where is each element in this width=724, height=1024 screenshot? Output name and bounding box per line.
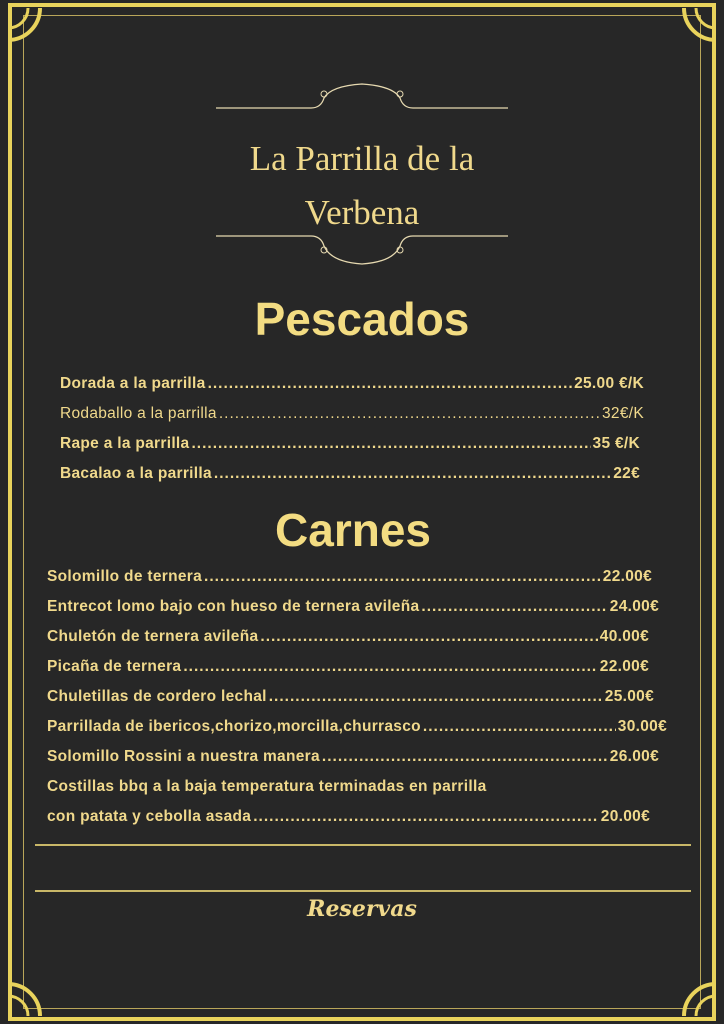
corner-ornament-icon: [664, 0, 724, 60]
dot-leader: [423, 718, 616, 736]
dot-leader: [219, 405, 600, 423]
item-price: 26.00€: [609, 748, 659, 765]
item-price: 32€/K: [601, 405, 644, 422]
dot-leader: [260, 628, 597, 646]
menu-item: [60, 375, 644, 405]
dot-leader: [191, 435, 590, 453]
title-line-1: La Parrilla de la: [249, 139, 475, 178]
corner-ornament-icon: [0, 964, 60, 1024]
item-name: Chuletón de ternera avileña: [47, 628, 259, 645]
dot-leader: [183, 658, 597, 676]
item-name: Parrillada de ibericos,chorizo,morcilla,churrasco: [47, 718, 421, 735]
item-price: 25.00€: [604, 688, 654, 705]
item-price: 25.00 €/K: [574, 375, 644, 392]
corner-ornament-icon: [0, 0, 60, 60]
item-price: 40.00€: [599, 628, 649, 645]
item-name: Picaña de ternera: [47, 658, 182, 675]
item-name: Rape a la parrilla: [60, 435, 190, 452]
menu-item: [47, 778, 659, 808]
bottom-flourish-icon: [216, 228, 508, 268]
divider: [35, 844, 691, 846]
menu-item: [60, 435, 640, 465]
corner-ornament-icon: [664, 964, 724, 1024]
section-heading-pescados: Pescados: [254, 293, 470, 345]
item-name: Solomillo de ternera: [47, 568, 203, 585]
item-price: 20.00€: [600, 808, 650, 825]
menu-item: [47, 598, 659, 628]
dot-leader: [322, 748, 608, 766]
dot-leader: [204, 568, 601, 586]
menu-item: [60, 465, 640, 495]
item-price: 24.00€: [609, 598, 659, 615]
item-price: 22.00€: [599, 658, 649, 675]
dot-leader: [214, 465, 611, 483]
menu-item: [47, 748, 659, 778]
carnes-list: [47, 568, 667, 838]
item-name: Costillas bbq a la baja temperatura terminadas en parrilla: [47, 778, 487, 795]
item-name: Entrecot lomo bajo con hueso de ternera avileña: [47, 598, 420, 615]
section-heading-carnes: Carnes: [275, 504, 431, 556]
dot-leader: [421, 598, 607, 616]
menu-item: [47, 628, 649, 658]
menu-item: [47, 718, 667, 748]
restaurant-title: [0, 132, 724, 240]
divider: [35, 890, 691, 892]
item-name: Rodaballo a la parrilla: [60, 405, 217, 422]
item-name: Bacalao a la parrilla: [60, 465, 212, 482]
menu-item: [60, 405, 644, 435]
menu-item: [47, 658, 649, 688]
item-name: Solomillo Rossini a nuestra manera: [47, 748, 320, 765]
item-name: Chuletillas de cordero lechal: [47, 688, 267, 705]
title-line-2: Verbena: [304, 193, 420, 232]
item-price: 22.00€: [602, 568, 652, 585]
item-price: 30.00€: [617, 718, 667, 735]
pescados-list: [60, 375, 644, 495]
item-name: con patata y cebolla asada: [47, 808, 252, 825]
item-price: 22€: [613, 465, 640, 482]
top-flourish-icon: [216, 78, 508, 118]
item-name: Dorada a la parrilla: [60, 375, 206, 392]
dot-leader: [269, 688, 603, 706]
reservas-link[interactable]: Reservas: [307, 896, 417, 922]
item-price: 35 €/K: [592, 435, 640, 452]
menu-item: [47, 568, 652, 598]
menu-item: [47, 688, 654, 718]
dot-leader: [208, 375, 573, 393]
dot-leader: [253, 808, 599, 826]
menu-item: [47, 808, 650, 838]
